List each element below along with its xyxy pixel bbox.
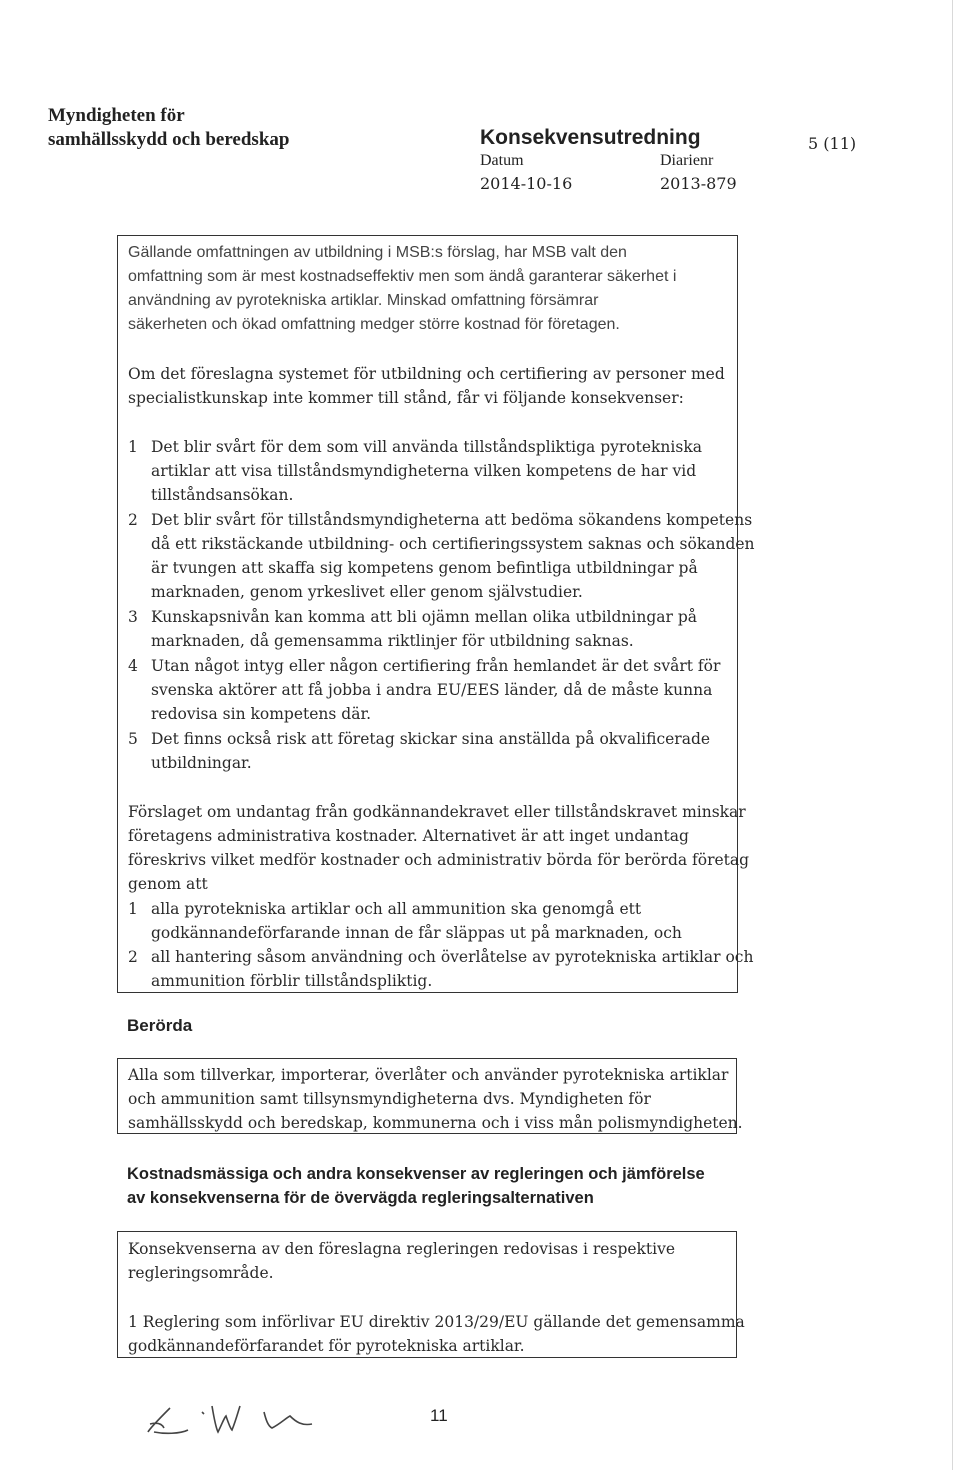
list-number: 3 bbox=[128, 608, 138, 626]
text-line: godkännandeförfarandet för pyrotekniska artiklar. bbox=[128, 1337, 525, 1355]
heading-line: Kostnadsmässiga och andra konsekvenser av regleringen och jämförelse bbox=[127, 1165, 705, 1183]
text-line: användning av pyrotekniska artiklar. Minskad omfattning försämrar bbox=[128, 292, 599, 309]
list-item-line: all hantering såsom användning och överlåtelse av pyrotekniska artiklar och bbox=[151, 948, 754, 966]
heading-line: av konsekvenserna för de övervägda regleringsalternativen bbox=[127, 1189, 594, 1207]
text-line: föreskrivs vilket medför kostnader och administrativ börda för berörda företag bbox=[128, 851, 750, 869]
list-item-line: Kunskapsnivån kan komma att bli ojämn mellan olika utbildningar på bbox=[151, 608, 698, 626]
text-line: Gällande omfattningen av utbildning i MSB:s förslag, har MSB valt den bbox=[128, 244, 627, 261]
text-line: 1 Reglering som införlivar EU direktiv 2013/29/EU gällande det gemensamma bbox=[128, 1313, 745, 1331]
date-label: Datum bbox=[480, 152, 524, 169]
list-item-line: godkännandeförfarande innan de får släppas ut på marknaden, och bbox=[151, 924, 682, 942]
date-value: 2014-10-16 bbox=[480, 174, 573, 193]
text-line: Alla som tillverkar, importerar, överlåter och använder pyrotekniska artiklar bbox=[128, 1066, 729, 1084]
footer-page-count: 11 bbox=[430, 1406, 448, 1425]
list-item-line: artiklar att visa tillståndsmyndigheterna vilken kompetens de har vid bbox=[151, 462, 697, 480]
list-item-line: då ett rikstäckande utbildning- och certifieringssystem saknas och sökanden bbox=[151, 535, 755, 553]
text-line: Om det föreslagna systemet för utbildning och certifiering av personer med bbox=[128, 365, 725, 383]
list-item-line: ammunition förblir tillståndspliktig. bbox=[151, 972, 433, 990]
list-item-line: marknaden, då gemensamma riktlinjer för utbildning saknas. bbox=[151, 632, 634, 650]
list-item-line: Utan något intyg eller någon certifiering från hemlandet är det svårt för bbox=[151, 657, 721, 675]
organization-name bbox=[48, 104, 289, 152]
text-line: och ammunition samt tillsynsmyndigheterna dvs. Myndigheten för bbox=[128, 1090, 651, 1108]
document-title: Konsekvensutredning bbox=[480, 126, 701, 149]
org-line-2: samhällsskydd och beredskap bbox=[48, 129, 290, 150]
list-item-line: svenska aktörer att få jobba i andra EU/EES länder, då de måste kunna bbox=[151, 681, 713, 699]
list-item-line: tillståndsansökan. bbox=[151, 486, 294, 504]
list-number: 5 bbox=[128, 730, 138, 748]
list-item-line: Det finns också risk att företag skickar sina anställda på okvalificerade bbox=[151, 730, 711, 748]
text-line: specialistkunskap inte kommer till stånd, får vi följande konsekvenser: bbox=[128, 389, 684, 407]
registration-label: Diarienr bbox=[660, 152, 714, 169]
list-item-line: redovisa sin kompetens där. bbox=[151, 705, 372, 723]
list-item-line: är tvungen att skaffa sig kompetens genom befintliga utbildningar på bbox=[151, 559, 698, 577]
registration-value: 2013-879 bbox=[660, 174, 737, 193]
text-line: säkerheten och ökad omfattning medger större kostnad för företagen. bbox=[128, 316, 620, 333]
text-line: Konsekvenserna av den föreslagna regleringen redovisas i respektive bbox=[128, 1240, 676, 1258]
list-number: 1 bbox=[128, 438, 138, 456]
text-line: regleringsområde. bbox=[128, 1264, 274, 1282]
list-item-line: marknaden, genom yrkeslivet eller genom självstudier. bbox=[151, 583, 583, 601]
page-number: 5 (11) bbox=[808, 134, 857, 153]
list-number: 2 bbox=[128, 948, 138, 966]
list-item-line: utbildningar. bbox=[151, 754, 252, 772]
section-heading-berorda: Berörda bbox=[127, 1016, 193, 1035]
org-line-1: Myndigheten för bbox=[48, 105, 185, 126]
text-line: företagens administrativa kostnader. Alternativet är att inget undantag bbox=[128, 827, 689, 845]
list-number: 2 bbox=[128, 511, 138, 529]
text-line: genom att bbox=[128, 875, 208, 893]
text-line: Förslaget om undantag från godkännandekravet eller tillståndskravet minskar bbox=[128, 803, 746, 821]
page-edge-rule bbox=[952, 0, 953, 1470]
list-item-line: alla pyrotekniska artiklar och all ammunition ska genomgå ett bbox=[151, 900, 642, 918]
list-number: 1 bbox=[128, 900, 138, 918]
handwritten-initials bbox=[140, 1398, 330, 1446]
text-line: samhällsskydd och beredskap, kommunerna och i viss mån polismyndigheten. bbox=[128, 1114, 743, 1132]
list-number: 4 bbox=[128, 657, 138, 675]
list-item-line: Det blir svårt för tillståndsmyndigheterna att bedöma sökandens kompetens bbox=[151, 511, 753, 529]
text-line: omfattning som är mest kostnadseffektiv men som ändå garanterar säkerhet i bbox=[128, 268, 677, 285]
list-item-line: Det blir svårt för dem som vill använda tillståndspliktiga pyrotekniska bbox=[151, 438, 702, 456]
